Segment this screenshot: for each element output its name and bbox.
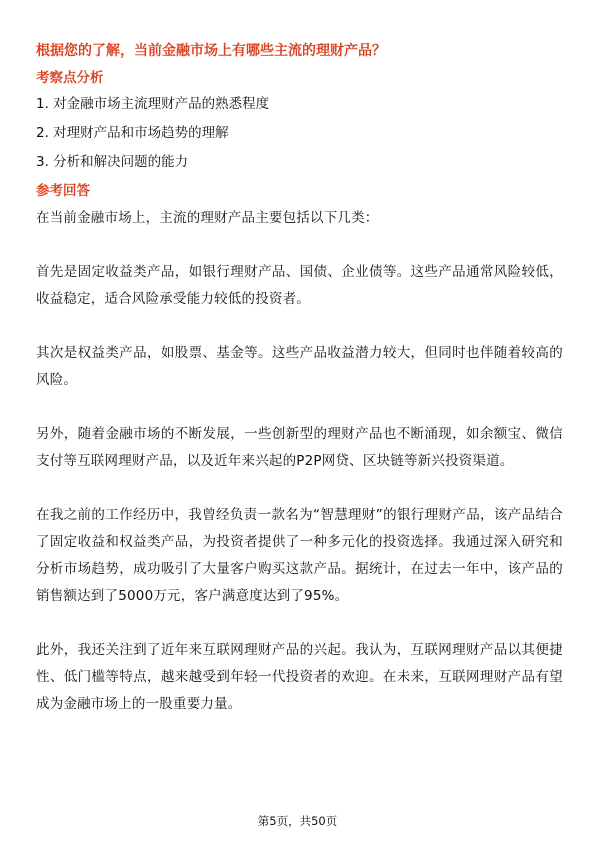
analysis-point: 2. 对理财产品和市场趋势的理解 — [36, 125, 229, 141]
page-number: 第5页，共50页 — [257, 814, 338, 828]
question-heading: 根据您的了解，当前金融市场上有哪些主流的理财产品？ — [36, 43, 386, 59]
answer-paragraph: 在我之前的工作经历中，我曾经负责一款名为“智慧理财”的银行理财产品，该产品结合了固定收益和权益类产品，为投资者提供了一种多元化的投资选择。我通过深入研究和分析市场趋势，成功吸引了大量客户购买这款产品。据统计，在过去一年中，该产品的销售额达到了5000万元，客户满意度达到了95%。 — [36, 507, 563, 604]
answer-paragraph: 在当前金融市场上，主流的理财产品主要包括以下几类： — [36, 210, 379, 226]
analysis-title: 考察点分析 — [36, 70, 104, 86]
analysis-point: 1. 对金融市场主流理财产品的熟悉程度 — [36, 96, 270, 112]
answer-paragraph: 其次是权益类产品，如股票、基金等。这些产品收益潜力较大，但同时也伴随着较高的风险。 — [36, 345, 563, 388]
page-content — [36, 40, 563, 745]
answer-title: 参考回答 — [36, 183, 90, 199]
analysis-point: 3. 分析和解决问题的能力 — [36, 154, 189, 170]
answer-paragraph: 另外，随着金融市场的不断发展，一些创新型的理财产品也不断涌现，如余额宝、微信支付等互联网理财产品，以及近年来兴起的P2P网贷、区块链等新兴投资渠道。 — [36, 426, 563, 469]
answer-paragraph: 首先是固定收益类产品，如银行理财产品、国债、企业债等。这些产品通常风险较低，收益稳定，适合风险承受能力较低的投资者。 — [36, 264, 563, 307]
answer-paragraph: 此外，我还关注到了近年来互联网理财产品的兴起。我认为，互联网理财产品以其便捷性、低门槛等特点，越来越受到年轻一代投资者的欢迎。在未来，互联网理财产品有望成为金融市场上的一股重要力量。 — [36, 642, 563, 712]
